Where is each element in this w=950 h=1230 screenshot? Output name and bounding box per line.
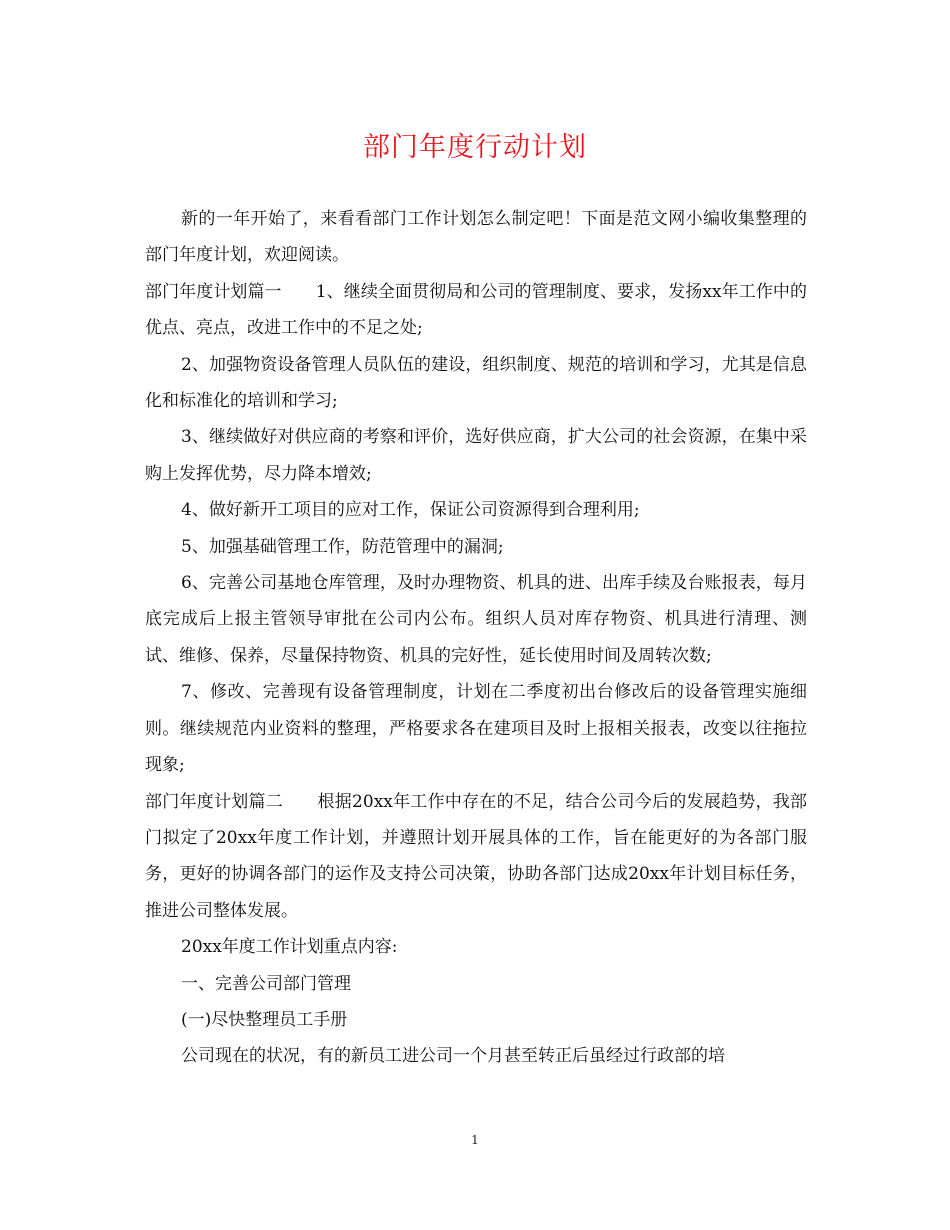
paragraph-key-content: 20xx年度工作计划重点内容:	[181, 937, 398, 958]
paragraph-plan-one-item-1: 部门年度计划篇一 1、继续全面贯彻局和公司的管理制度、要求，发扬xx年工作中的优点、亮点，改进工作中的不足之处;	[145, 281, 807, 339]
document-title: 部门年度行动计划	[363, 132, 587, 163]
paragraph-item-7: 7、修改、完善现有设备管理制度，计划在二季度初出台修改后的设备管理实施细则。继续规范内业资料的整理，严格要求各在建项目及时上报相关报表，改变以往拖拉现象;	[145, 682, 807, 776]
paragraph-item-6: 6、完善公司基地仓库管理，及时办理物资、机具的进、出库手续及台账报表，每月底完成后上报主管领导审批在公司内公布。组织人员对库存物资、机具进行清理、测试、维修、保养，尽量保持物资、机具的完好性，延长使用时间及周转次数;	[145, 573, 807, 666]
paragraph-company-status: 公司现在的状况，有的新员工进公司一个月甚至转正后虽经过行政部的培	[181, 1046, 725, 1067]
paragraph-item-3: 3、继续做好对供应商的考察和评价，选好供应商，扩大公司的社会资源，在集中采购上发挥优势，尽力降本增效;	[145, 427, 807, 484]
paragraph-item-2: 2、加强物资设备管理人员队伍的建设，组织制度、规范的培训和学习，尤其是信息化和标准化的培训和学习;	[145, 354, 807, 412]
paragraph-item-5: 5、加强基础管理工作，防范管理中的漏洞;	[181, 536, 504, 557]
document-body	[145, 201, 807, 1075]
page-number: 1	[471, 1133, 479, 1147]
paragraph-intro: 新的一年开始了，来看看部门工作计划怎么制定吧！下面是范文网小编收集整理的部门年度计划，欢迎阅读。	[145, 209, 807, 266]
paragraph-plan-two: 部门年度计划篇二 根据20xx年工作中存在的不足，结合公司今后的发展趋势，我部门拟定了20xx年度工作计划，并遵照计划开展具体的工作，旨在能更好的为各部门服务，更好的协调各部门的运作及支持公司决策，协助各部门达成20xx年计划目标任务，推进公司整体发展。	[145, 791, 807, 921]
section-heading-1: 一、完善公司部门管理	[181, 973, 351, 994]
paragraph-item-4: 4、做好新开工项目的应对工作，保证公司资源得到合理利用;	[181, 500, 640, 521]
subsection-heading-1: (一)尽快整理员工手册	[181, 1009, 348, 1030]
